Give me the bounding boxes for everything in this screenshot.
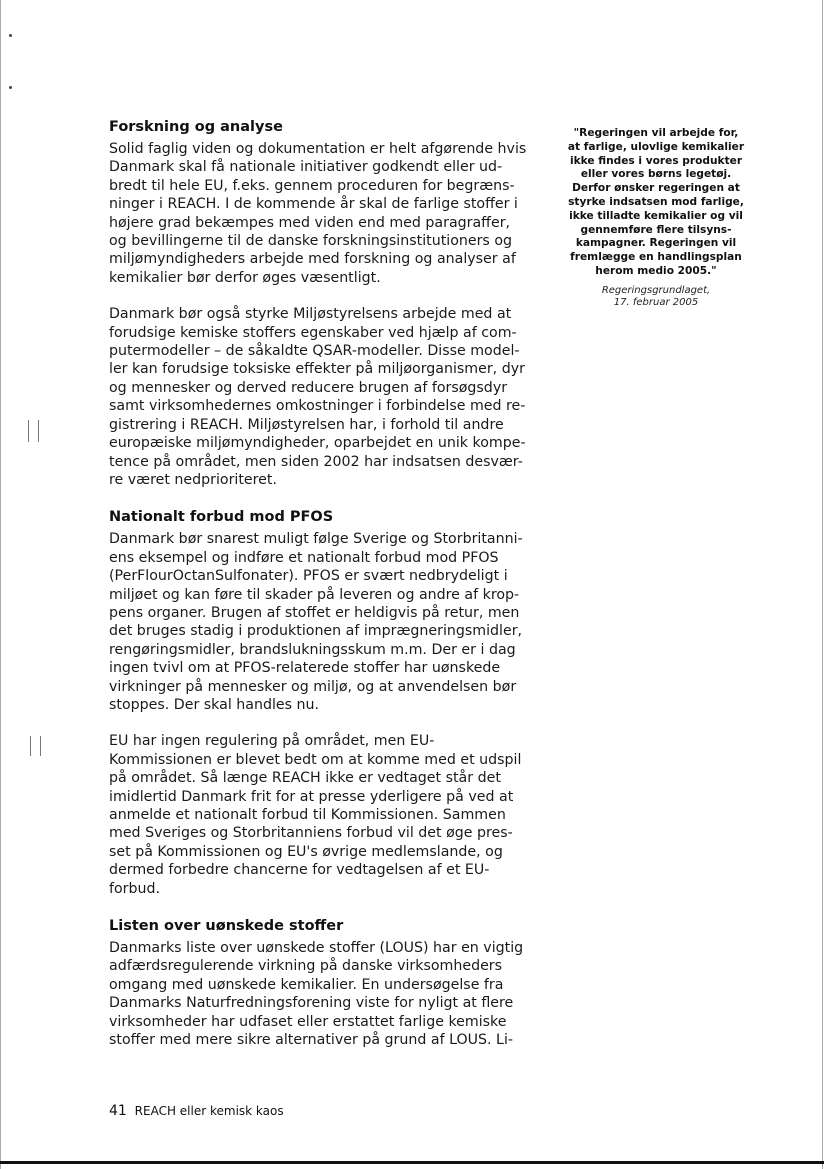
- quote-source: Regeringsgrundlaget, 17. februar 2005: [601, 284, 711, 309]
- punch-hole-mark: [30, 736, 31, 756]
- page-footer: [109, 1103, 284, 1119]
- punch-hole-mark: [38, 420, 39, 442]
- punch-hole-mark: [28, 420, 29, 442]
- scan-edge-left: [0, 0, 1, 1169]
- sidebar-quote-box: [551, 127, 761, 310]
- punch-hole-mark: [40, 736, 41, 756]
- section-research: [109, 117, 527, 489]
- paragraph: Danmarks liste over uønskede stoffer (LOUS) har en vigtig adfærdsregulerende virkning på danske virksomheders omgang med uønskede kemikalier. En undersøgelse fra Danmarks Naturfredningsforening viste for nyligt at flere virksomheder har udfaset eller erstattet farlige kemiske stoffer med mere sikre alternativer på grund af LOUS. Li-: [109, 940, 524, 1049]
- scan-dot: [9, 34, 12, 37]
- pull-quote: "Regeringen vil arbejde for, at farlige, ulovlige kemikalier ikke findes i vores produkter eller vores børns legetøj. Derfor ønsker regeringen at styrke indsatsen mod farlige, ikke tilladte kemikalier og vil gennemføre flere tilsyns- kampagner. Regeringen vil fremlægge en handlingsplan herom medio 2005.": [567, 127, 745, 277]
- paragraph: Solid faglig viden og dokumentation er helt afgørende hvis Danmark skal få nationale initiativer godkendt eller ud- bredt til hele EU, f.eks. gennem proceduren for begræns- ninger i REACH. I de kommende år skal de farlige stoffer i højere grad bekæmpes med viden end med paragraffer, og bevillingerne til de danske forskningsinstitutioners og miljømyndigheders arbejde med forskning og analyser af kemikalier bør derfor øges væsentligt.: [109, 141, 527, 286]
- paragraph: Danmark bør også styrke Miljøstyrelsens arbejde med at forudsige kemiske stoffers egenskaber ved hjælp af com- putermodeller – de såkaldte QSAR-modeller. Disse model- ler kan forudsige toksiske effekter på miljøorganismer, dyr og mennesker og derved reducere brugen af forsøgsdyr samt virksomhedernes omkostninger i forbindelse med re- gistrering i REACH. Miljøstyrelsen har, i forhold til andre europæiske miljømyndigheder, oparbejdet en unik kompe- tence på området, men siden 2002 har indsatsen desvær- re været nedprioriteret.: [109, 306, 526, 488]
- section-heading: Nationalt forbud mod PFOS: [109, 509, 334, 526]
- paragraph: Danmark bør snarest muligt følge Sverige og Storbritanni- ens eksempel og indføre et nationalt forbud mod PFOS (PerFlourOctanSulfonater). PFOS er svært nedbrydeligt i miljøet og kan føre til skader på leveren og andre af krop- pens organer. Brugen af stoffet er heldigvis på retur, men det bruges stadig i produktionen af imprægneringsmidler, rengøringsmidler, brandslukningsskum m.m. Der er i dag ingen tvivl om at PFOS-relaterede stoffer har uønskede virkninger på mennesker og miljø, og at anvendelsen bør stoppes. Der skal handles nu.: [109, 531, 523, 713]
- page-number: 41: [109, 1103, 127, 1119]
- section-lous: [109, 916, 527, 1049]
- section-heading: Forskning og analyse: [109, 119, 283, 135]
- main-text-column: [109, 117, 527, 1067]
- scan-dot: [9, 86, 12, 89]
- page-bottom-rule: [0, 1161, 824, 1164]
- scan-edge-right: [822, 0, 823, 1169]
- section-heading: Listen over uønskede stoffer: [109, 918, 344, 935]
- section-pfos-ban: [109, 507, 527, 898]
- paragraph: EU har ingen regulering på området, men EU- Kommissionen er blevet bedt om at komme med et udspil på området. Så længe REACH ikke er vedtaget står det imidlertid Danmark frit for at presse yderligere på ved at anmelde et nationalt forbud til Kommissionen. Sammen med Sveriges og Storbritanniens forbud vil det øge pres- set på Kommissionen og EU's øvrige medlemslande, og dermed forbedre chancerne for vedtagelsen af et EU- forbud.: [109, 733, 522, 897]
- publication-title: REACH eller kemisk kaos: [134, 1104, 284, 1118]
